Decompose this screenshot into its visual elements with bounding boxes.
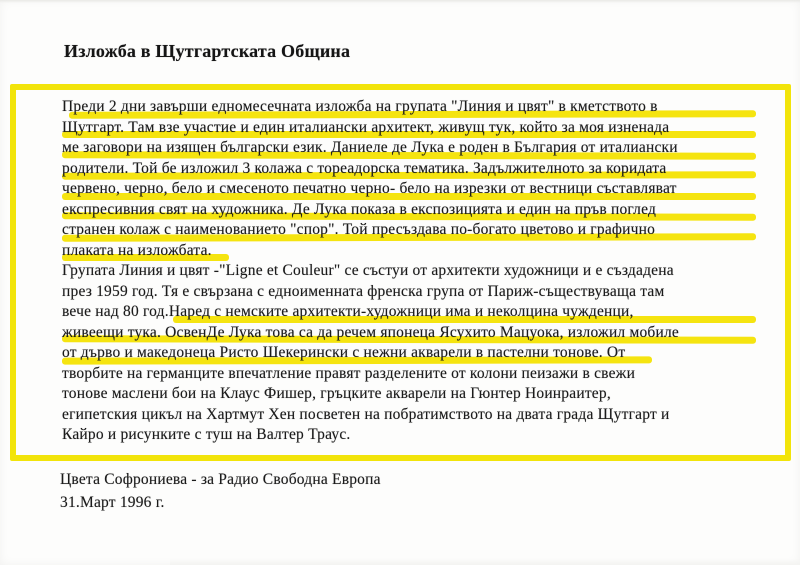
footer-author-line: Цвета Софрониева - за Радио Свободна Европа xyxy=(60,471,381,488)
text-line xyxy=(62,159,756,180)
text-line xyxy=(62,179,756,200)
text-line xyxy=(62,405,756,426)
text-line xyxy=(62,200,756,221)
document-body-paragraphs xyxy=(62,97,756,446)
text-line xyxy=(62,302,756,323)
text-line xyxy=(62,220,756,241)
text-line-content: ме заговори на изящен български език. Даниеле де Лука е роден в България от италиански xyxy=(62,139,678,156)
text-line-content: плаката на изложбата. xyxy=(62,241,212,259)
text-line-content: Групата Линия и цвят -"Ligne et Couleur" се състуи от архитекти художници и е създадена xyxy=(62,262,674,279)
text-line xyxy=(62,364,756,385)
text-line xyxy=(62,138,756,159)
text-line-content: странен колаж с наименованието "спор". Той пресъздава по-богато цветово и графично xyxy=(62,221,656,238)
scan-edge-bottom xyxy=(170,559,800,565)
text-line xyxy=(62,425,756,446)
text-line-content: Щутгарт. Там взе участие и един италиански архитект, живущ тук, който за моя изненада xyxy=(62,118,670,136)
text-line-content: от дърво и македонеца Ристо Шекерински с нежни акварели в пастелни тонове. От xyxy=(62,344,626,361)
text-line xyxy=(62,97,756,118)
text-line xyxy=(62,282,756,303)
text-line-content: Кайро и рисунките с туш на Валтер Траус. xyxy=(62,426,351,443)
text-line-content: родители. Той бе изложил 3 колажа с тореадорска тематика. Задължителното за коридата xyxy=(62,159,667,177)
text-line-content: живеещи тука. ОсвенДе Лука това са да речем японеца Ясухито Мацуока, изложил мобиле xyxy=(62,323,679,341)
footer-date-line: 31.Март 1996 г. xyxy=(60,493,165,511)
text-line xyxy=(62,118,756,139)
text-line-content: вече над 80 год.Наред с немските архитекти-художници има и неколцина чужденци, xyxy=(62,303,634,320)
document-footer xyxy=(60,469,381,514)
text-line xyxy=(62,384,756,405)
document-title: Изложба в Щутгартската Община xyxy=(64,41,351,61)
text-line-content: тонове маслени бои на Клаус Фишер, гръцките акварели на Гюнтер Ноинраитер, xyxy=(62,385,611,402)
scan-edge-top xyxy=(0,0,800,3)
text-line xyxy=(62,261,756,282)
text-line-content: египетския цикъл на Хартмут Хен посветен на побратимството на двата града Щутгарт и xyxy=(62,405,670,423)
text-line xyxy=(62,241,756,262)
text-line xyxy=(62,323,756,344)
text-line xyxy=(62,343,756,364)
text-line-content: експресивния свят на художника. Де Лука показа в експозицията и един на пръв поглед xyxy=(62,200,657,218)
text-line-content: през 1959 год. Тя е свързана с едноименната френска група от Париж-съществуваща там xyxy=(62,282,665,300)
text-line-content: червено, черно, бело и смесеното печатно черно- бело на изрезки от вестници съставляват xyxy=(62,180,677,197)
text-line-content: творбите на германците впечатление правят разделените от колони пеизажи в свежи xyxy=(62,364,636,382)
text-line-content: Преди 2 дни завърши едномесечната изложба на групата "Линия и цвят" в кметството в xyxy=(62,98,658,115)
